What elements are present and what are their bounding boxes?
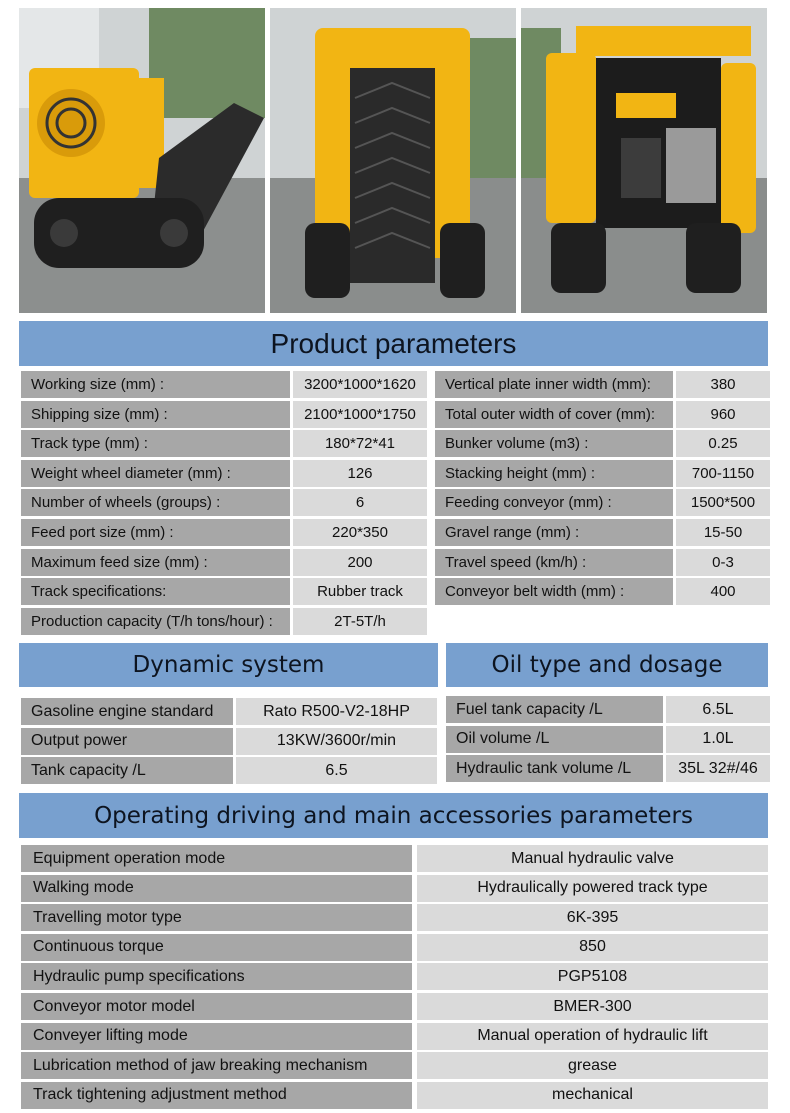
param-label: Walking mode — [21, 875, 412, 902]
machine-photo-engine — [521, 8, 767, 313]
param-label: Track type (mm) : — [21, 430, 290, 457]
param-label: Travel speed (km/h) : — [435, 549, 673, 576]
param-label: Continuous torque — [21, 934, 412, 961]
param-label: Total outer width of cover (mm): — [435, 401, 673, 428]
param-value: 2T-5T/h — [293, 608, 427, 635]
param-value: grease — [417, 1052, 768, 1079]
param-label: Feeding conveyor (mm) : — [435, 489, 673, 516]
param-label: Number of wheels (groups) : — [21, 489, 290, 516]
param-value: Hydraulically powered track type — [417, 875, 768, 902]
param-value: Rato R500-V2-18HP — [236, 698, 437, 725]
param-label: Conveyor motor model — [21, 993, 412, 1020]
param-value: Manual hydraulic valve — [417, 845, 768, 872]
param-value: BMER-300 — [417, 993, 768, 1020]
param-value: 2100*1000*1750 — [293, 401, 427, 428]
param-label: Hydraulic tank volume /L — [446, 755, 663, 782]
param-label: Track tightening adjustment method — [21, 1082, 412, 1109]
machine-photo-rear — [270, 8, 516, 313]
param-label: Gasoline engine standard — [21, 698, 233, 725]
param-value: 700-1150 — [676, 460, 770, 487]
param-value: 6.5L — [666, 696, 770, 723]
param-value: 3200*1000*1620 — [293, 371, 427, 398]
param-value: 180*72*41 — [293, 430, 427, 457]
param-value: 400 — [676, 578, 770, 605]
param-value: 1.0L — [666, 726, 770, 753]
param-label: Track specifications: — [21, 578, 290, 605]
param-value: Manual operation of hydraulic lift — [417, 1023, 768, 1050]
param-label: Travelling motor type — [21, 904, 412, 931]
param-value: 380 — [676, 371, 770, 398]
param-value: 0.25 — [676, 430, 770, 457]
machine-photo-side — [19, 8, 265, 313]
param-value: 6.5 — [236, 757, 437, 784]
param-value: 0-3 — [676, 549, 770, 576]
param-label: Gravel range (mm) : — [435, 519, 673, 546]
param-value: 126 — [293, 460, 427, 487]
operating-parameters-title: Operating driving and main accessories parameters — [19, 793, 768, 838]
param-value: mechanical — [417, 1082, 768, 1109]
param-label: Bunker volume (m3) : — [435, 430, 673, 457]
param-label: Shipping size (mm) : — [21, 401, 290, 428]
param-label: Working size (mm) : — [21, 371, 290, 398]
param-label: Stacking height (mm) : — [435, 460, 673, 487]
param-value: 1500*500 — [676, 489, 770, 516]
param-label: Conveyor belt width (mm) : — [435, 578, 673, 605]
param-value: 6 — [293, 489, 427, 516]
param-label: Tank capacity /L — [21, 757, 233, 784]
param-label: Maximum feed size (mm) : — [21, 549, 290, 576]
param-value: 35L 32#/46 — [666, 755, 770, 782]
param-label: Production capacity (T/h tons/hour) : — [21, 608, 290, 635]
param-value: PGP5108 — [417, 963, 768, 990]
param-label: Oil volume /L — [446, 726, 663, 753]
param-value: 850 — [417, 934, 768, 961]
param-value: 220*350 — [293, 519, 427, 546]
param-value: 960 — [676, 401, 770, 428]
param-label: Feed port size (mm) : — [21, 519, 290, 546]
param-label: Output power — [21, 728, 233, 755]
param-label: Vertical plate inner width (mm): — [435, 371, 673, 398]
param-label: Equipment operation mode — [21, 845, 412, 872]
param-label: Hydraulic pump specifications — [21, 963, 412, 990]
param-value: 200 — [293, 549, 427, 576]
param-value: 13KW/3600r/min — [236, 728, 437, 755]
param-label: Lubrication method of jaw breaking mechanism — [21, 1052, 412, 1079]
oil-type-title: Oil type and dosage — [446, 643, 768, 687]
dynamic-system-title: Dynamic system — [19, 643, 438, 687]
param-label: Weight wheel diameter (mm) : — [21, 460, 290, 487]
param-value: Rubber track — [293, 578, 427, 605]
param-label: Conveyer lifting mode — [21, 1023, 412, 1050]
param-value: 6K-395 — [417, 904, 768, 931]
product-parameters-title: Product parameters — [19, 321, 768, 366]
param-label: Fuel tank capacity /L — [446, 696, 663, 723]
param-value: 15-50 — [676, 519, 770, 546]
